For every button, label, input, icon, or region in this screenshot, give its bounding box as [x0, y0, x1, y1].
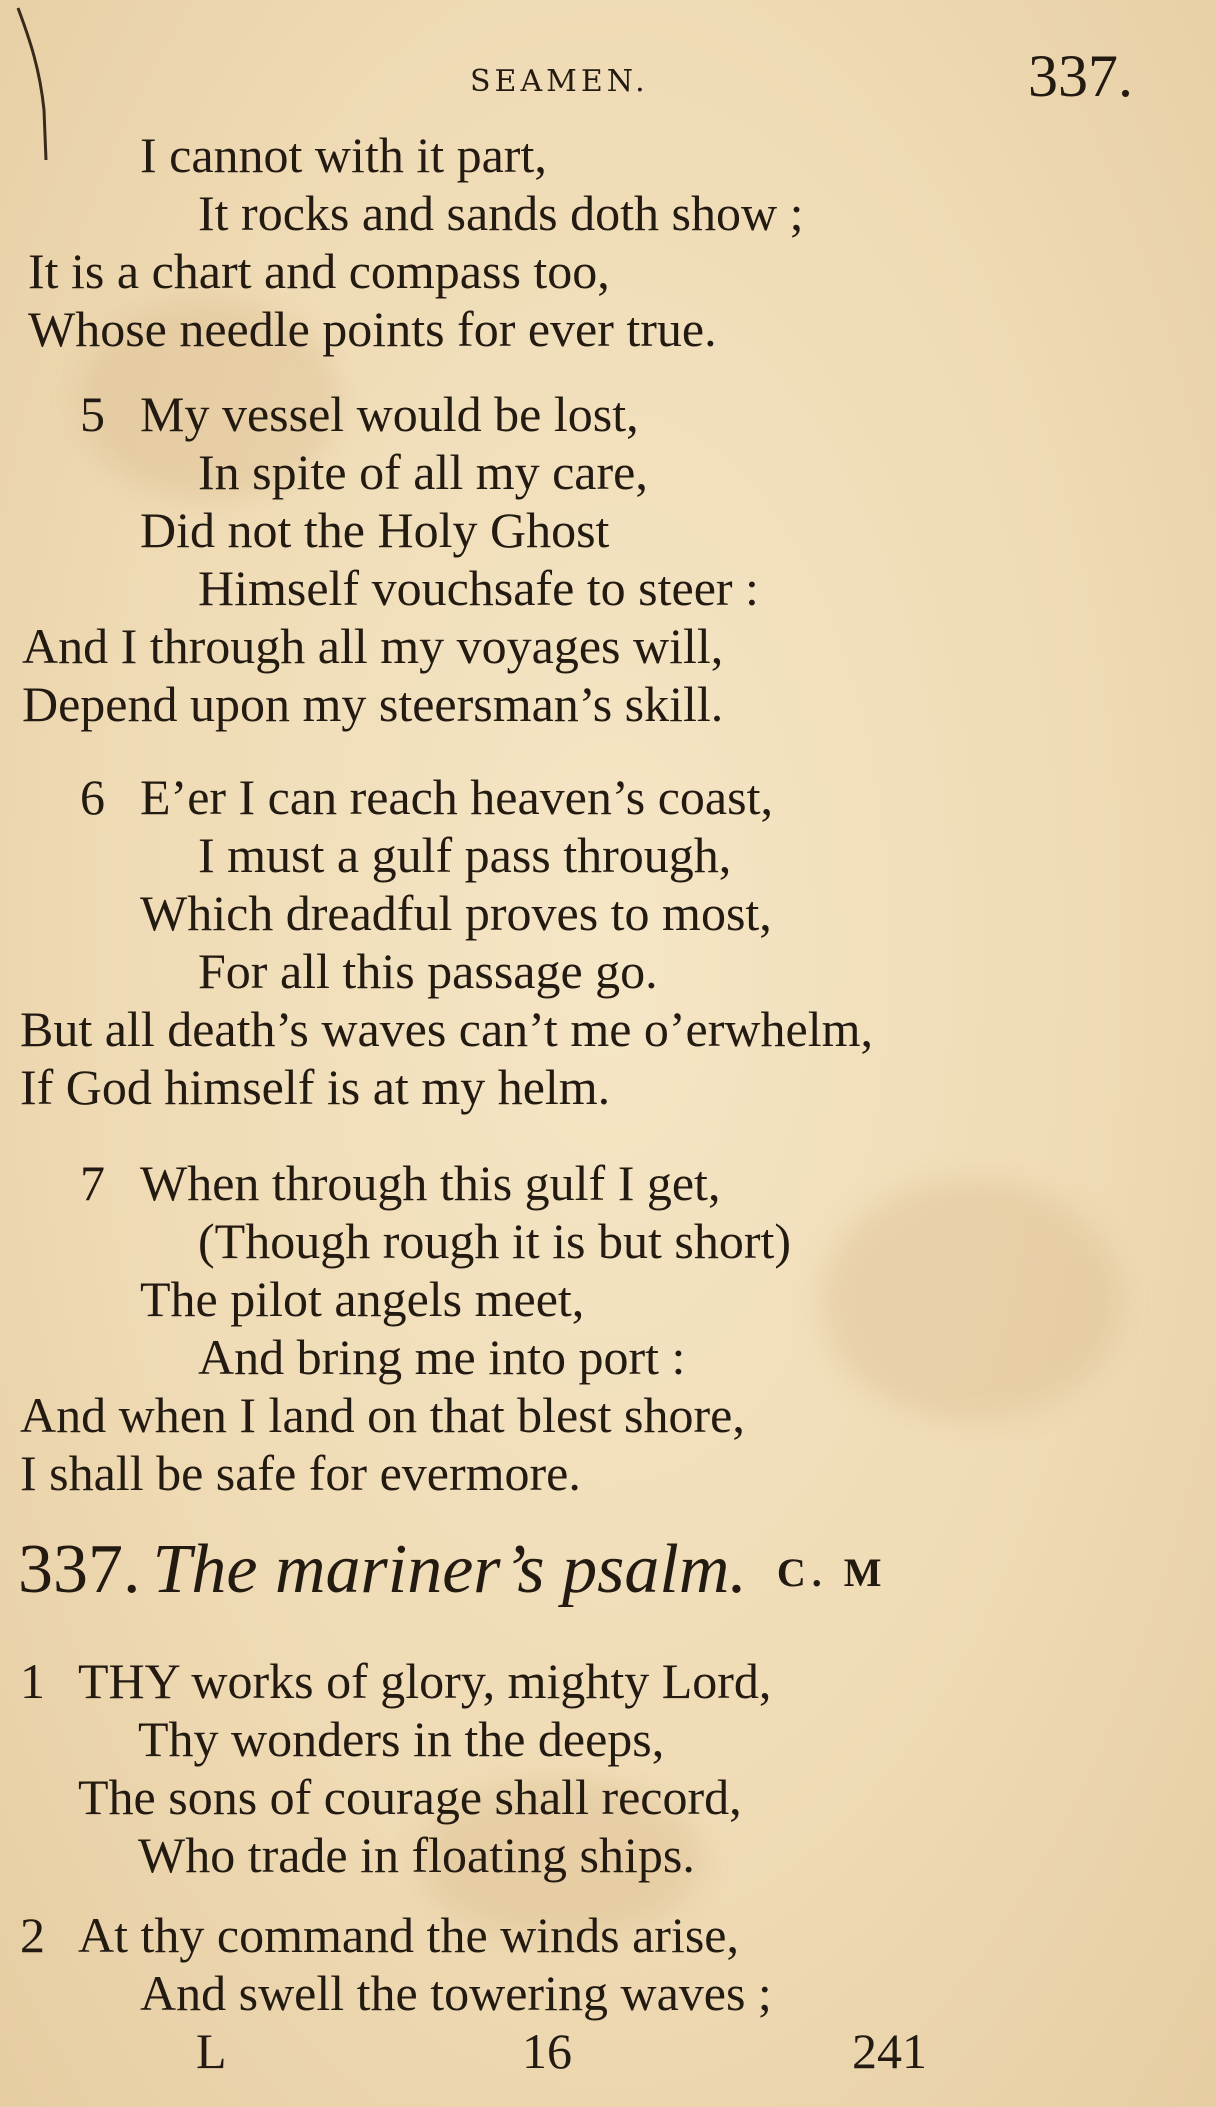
verse-line: I must a gulf pass through, [198, 827, 732, 883]
verse-line: Whose needle points for ever true. [28, 301, 717, 357]
verse-line: When through this gulf I get, [140, 1155, 721, 1211]
signature-number: 16 [522, 2023, 572, 2079]
verse-line: Did not the Holy Ghost [140, 502, 610, 558]
verse-line: And swell the towering waves ; [140, 1965, 772, 2021]
verse-line: I cannot with it part, [140, 127, 547, 183]
verse-line: The pilot angels meet, [140, 1271, 585, 1327]
stanza-number: 5 [80, 386, 105, 442]
verse-line: And when I land on that blest shore, [20, 1387, 745, 1443]
signature-letter: L [196, 2023, 227, 2079]
verse-line: It is a chart and compass too, [28, 243, 610, 299]
stanza-number: 2 [20, 1907, 45, 1963]
hymn-heading [18, 1530, 888, 1610]
verse-line: And I through all my voyages will, [22, 618, 724, 674]
page-edge-mark [0, 0, 60, 170]
hymn-title: The mariner’s psalm. [152, 1531, 747, 1608]
stanza-number: 7 [80, 1155, 105, 1211]
running-title: SEAMEN. [470, 64, 649, 99]
verse-line: I shall be safe for evermore. [20, 1445, 581, 1501]
verse-line: Who trade in floating ships. [138, 1827, 695, 1883]
verse-line: It rocks and sands doth show ; [198, 185, 804, 241]
page-number: 337. [1028, 43, 1133, 109]
verse-line: The sons of courage shall record, [78, 1769, 742, 1825]
verse-line: And bring me into port : [198, 1329, 686, 1385]
verse-line: Thy wonders in the deeps, [138, 1711, 665, 1767]
hymn-number: 337. [18, 1531, 141, 1608]
stanza-number: 6 [80, 769, 105, 825]
verse-line: THY works of glory, mighty Lord, [78, 1653, 772, 1709]
verse-line: If God himself is at my helm. [20, 1059, 611, 1115]
edition-number: 241 [852, 2023, 927, 2079]
verse-line: Which dreadful proves to most, [140, 885, 772, 941]
verse-line: For all this passage go. [198, 943, 658, 999]
hymn-meter: C. M [776, 1550, 888, 1595]
verse-line: Depend upon my steersman’s skill. [22, 676, 724, 732]
verse-line: But all death’s waves can’t me o’erwhelm, [20, 1001, 873, 1057]
verse-line: Himself vouchsafe to steer : [198, 560, 759, 616]
paper-stain [820, 1180, 1120, 1420]
verse-line: My vessel would be lost, [140, 386, 639, 442]
verse-line: In spite of all my care, [198, 444, 648, 500]
verse-line: E’er I can reach heaven’s coast, [140, 769, 773, 825]
verse-line: (Though rough it is but short) [198, 1213, 792, 1269]
verse-line: At thy command the winds arise, [78, 1907, 739, 1963]
stanza-number: 1 [20, 1653, 45, 1709]
